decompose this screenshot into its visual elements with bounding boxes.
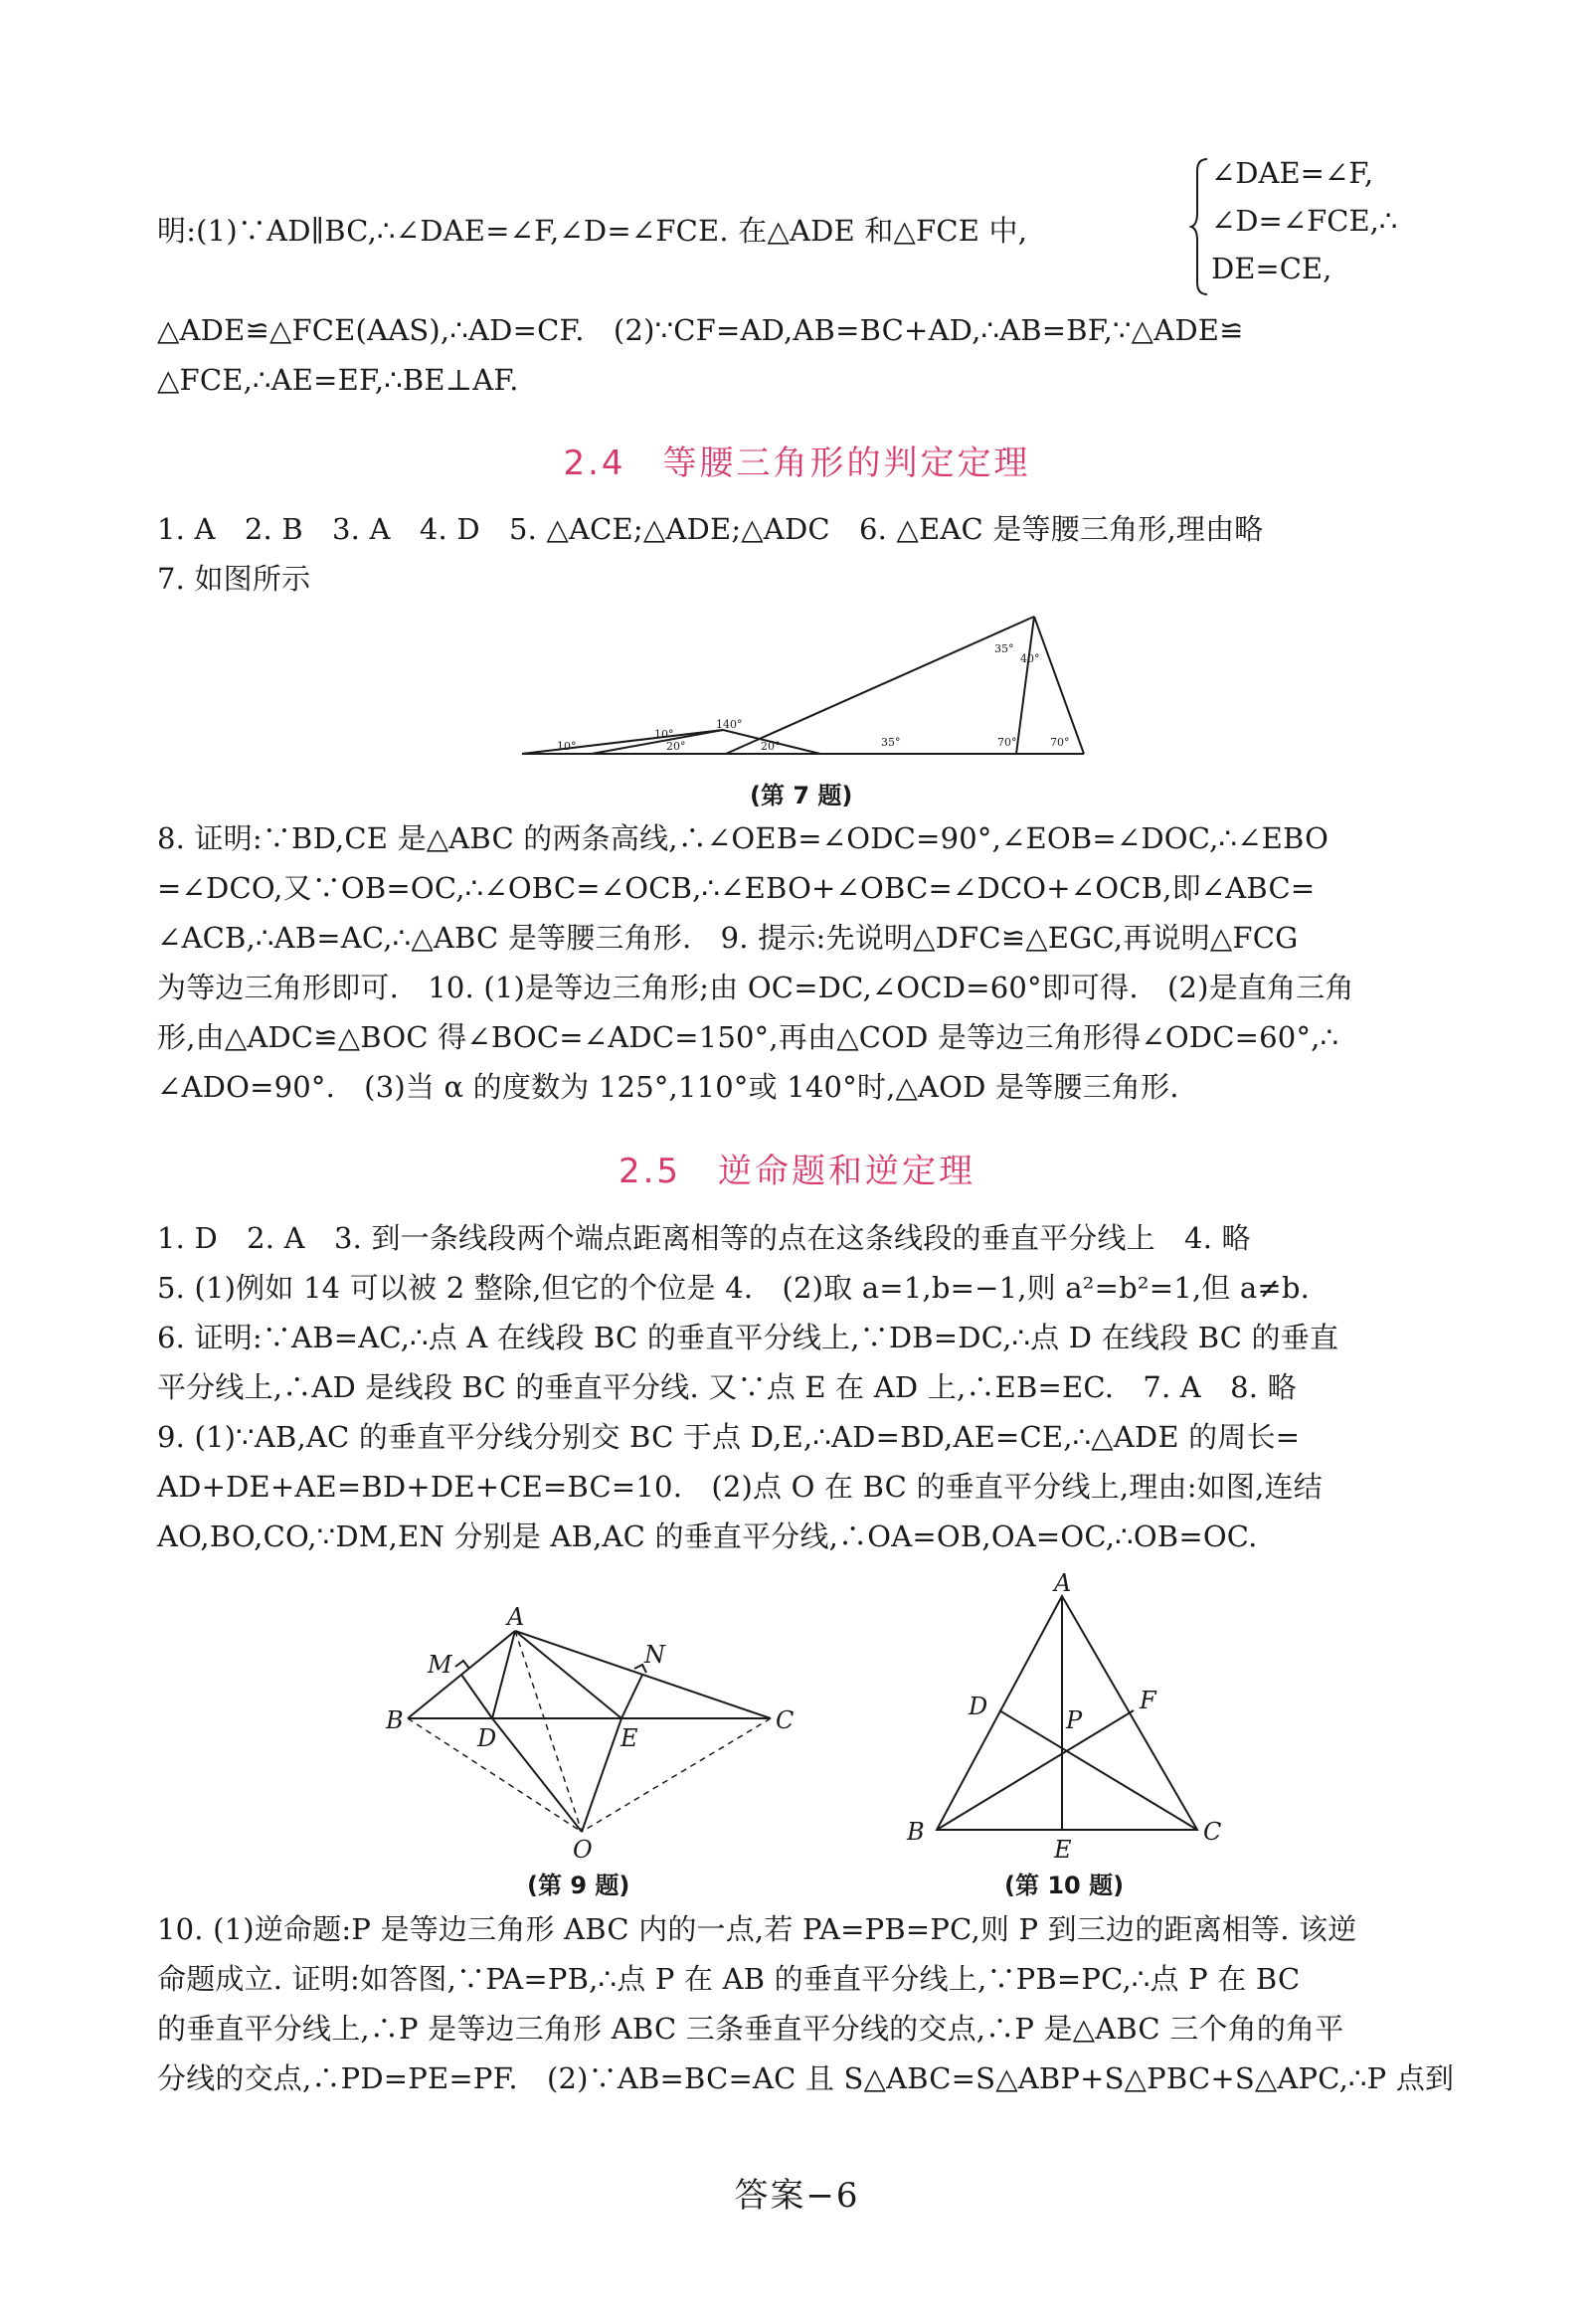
- s24-line-4: =∠DCO,又∵OB=OC,∴∠OBC=∠OCB,∴∠EBO+∠OBC=∠DCO+∠OCB,即∠ABC=: [157, 871, 1316, 905]
- fig7-angle-1: 10°: [557, 740, 577, 753]
- fig7-angle-8: 40°: [1020, 652, 1040, 665]
- s24-line-7: 形,由△ADC≌△BOC 得∠BOC=∠ADC=150°,再由△COD 是等边三角形得∠ODC=60°,∴: [157, 1020, 1339, 1054]
- fig7-angle-4: 140°: [716, 718, 743, 731]
- fig9-label-a: A: [507, 1603, 525, 1631]
- s25-line-9: 命题成立. 证明:如答图,∵PA=PB,∴点 P 在 AB 的垂直平分线上,∵PB=PC,∴点 P 在 BC: [157, 1962, 1301, 1996]
- fig10-label-p: P: [1066, 1706, 1083, 1734]
- s24-line-8: ∠ADO=90°. (3)当 α 的度数为 125°,110°或 140°时,△AOD 是等腰三角形.: [157, 1070, 1179, 1104]
- s25-line-8: 10. (1)逆命题:P 是等边三角形 ABC 内的一点,若 PA=PB=PC,则 P 到三边的距离相等. 该逆: [157, 1912, 1357, 1946]
- fig7-angle-2: 10°: [654, 728, 674, 741]
- fig7-angle-9: 70°: [997, 736, 1017, 749]
- fig7-caption: (第 7 题): [750, 782, 853, 809]
- fig9-caption: (第 9 题): [527, 1872, 630, 1899]
- brace-conditions: [1211, 149, 1397, 292]
- brace-icon: [1189, 157, 1211, 296]
- s25-line-4: 平分线上,∴AD 是线段 BC 的垂直平分线. 又∵点 E 在 AD 上,∴EB=EC. 7. A 8. 略: [157, 1370, 1297, 1404]
- fig7-angle-10: 70°: [1050, 736, 1070, 749]
- s25-line-10: 的垂直平分线上,∴P 是等边三角形 ABC 三条垂直平分线的交点,∴P 是△ABC 三个角的角平: [157, 2012, 1344, 2046]
- page-number: 答案−6: [734, 2176, 860, 2216]
- figure-10: [895, 1571, 1243, 1860]
- figure-7: [517, 607, 1094, 766]
- fig9-label-m: M: [428, 1651, 452, 1679]
- fig10-caption: (第 10 题): [1004, 1872, 1125, 1899]
- s25-line-1: 1. D 2. A 3. 到一条线段两个端点距离相等的点在这条线段的垂直平分线上 4. 略: [157, 1221, 1251, 1255]
- s25-line-11: 分线的交点,∴PD=PE=PF. (2)∵AB=BC=AC 且 S△ABC=S△ABP+S△PBC+S△APC,∴P 点到: [157, 2061, 1455, 2095]
- s25-line-3: 6. 证明:∵AB=AC,∴点 A 在线段 BC 的垂直平分线上,∵DB=DC,∴点 D 在线段 BC 的垂直: [157, 1321, 1339, 1354]
- brace-condition-3: DE=CE,: [1211, 252, 1332, 285]
- fig9-label-n: N: [644, 1641, 665, 1669]
- fig7-angle-7: 35°: [994, 642, 1014, 655]
- fig10-label-b: B: [907, 1818, 925, 1846]
- fig10-label-c: C: [1203, 1818, 1222, 1846]
- s24-line-2: 7. 如图所示: [157, 562, 311, 596]
- brace-condition-2: ∠D=∠FCE,∴: [1211, 204, 1398, 238]
- fig7-angle-3: 20°: [666, 740, 686, 753]
- intro-line-3: △FCE,∴AE=EF,∴BE⊥AF.: [157, 363, 519, 397]
- fig7-angle-5: 20°: [761, 740, 781, 753]
- s25-line-2: 5. (1)例如 14 可以被 2 整除,但它的个位是 4. (2)取 a=1,b=−1,则 a²=b²=1,但 a≠b.: [157, 1271, 1311, 1305]
- fig7-angle-6: 35°: [881, 736, 901, 749]
- figure-9: [378, 1601, 796, 1860]
- fig9-label-o: O: [573, 1836, 593, 1860]
- s24-line-3: 8. 证明:∵BD,CE 是△ABC 的两条高线,∴∠OEB=∠ODC=90°,∠EOB=∠DOC,∴∠EBO: [157, 821, 1329, 855]
- fig9-label-e: E: [620, 1724, 638, 1752]
- section-heading-2-5: 2.5 逆命题和逆定理: [618, 1152, 976, 1191]
- s24-line-6: 为等边三角形即可. 10. (1)是等边三角形;由 OC=DC,∠OCD=60°即可得. (2)是直角三角: [157, 971, 1354, 1004]
- s25-line-6: AD+DE+AE=BD+DE+CE=BC=10. (2)点 O 在 BC 的垂直平分线上,理由:如图,连结: [157, 1470, 1323, 1504]
- intro-line-2: △ADE≌△FCE(AAS),∴AD=CF. (2)∵CF=AD,AB=BC+AD,∴AB=BF,∵△ADE≌: [157, 313, 1244, 347]
- s25-line-5: 9. (1)∵AB,AC 的垂直平分线分别交 BC 于点 D,E,∴AD=BD,AE=CE,∴△ADE 的周长=: [157, 1420, 1301, 1454]
- s25-line-7: AO,BO,CO,∵DM,EN 分别是 AB,AC 的垂直平分线,∴OA=OB,OA=OC,∴OB=OC.: [157, 1520, 1258, 1553]
- fig10-label-a: A: [1054, 1571, 1072, 1597]
- fig10-label-f: F: [1140, 1687, 1156, 1714]
- section-heading-2-4: 2.4 等腰三角形的判定定理: [563, 444, 1031, 483]
- intro-line-1: 明:(1)∵AD∥BC,∴∠DAE=∠F,∠D=∠FCE. 在△ADE 和△FCE 中,: [157, 214, 1028, 248]
- brace-condition-1: ∠DAE=∠F,: [1211, 156, 1374, 190]
- s24-line-1: 1. A 2. B 3. A 4. D 5. △ACE;△ADE;△ADC 6. △EAC 是等腰三角形,理由略: [157, 512, 1264, 546]
- s24-line-5: ∠ACB,∴AB=AC,∴△ABC 是等腰三角形. 9. 提示:先说明△DFC≌△EGC,再说明△FCG: [157, 921, 1299, 955]
- fig9-label-b: B: [386, 1706, 404, 1734]
- fig10-label-e: E: [1054, 1836, 1072, 1860]
- fig9-label-c: C: [776, 1706, 795, 1734]
- fig10-label-d: D: [969, 1693, 988, 1720]
- fig9-label-d: D: [477, 1724, 497, 1752]
